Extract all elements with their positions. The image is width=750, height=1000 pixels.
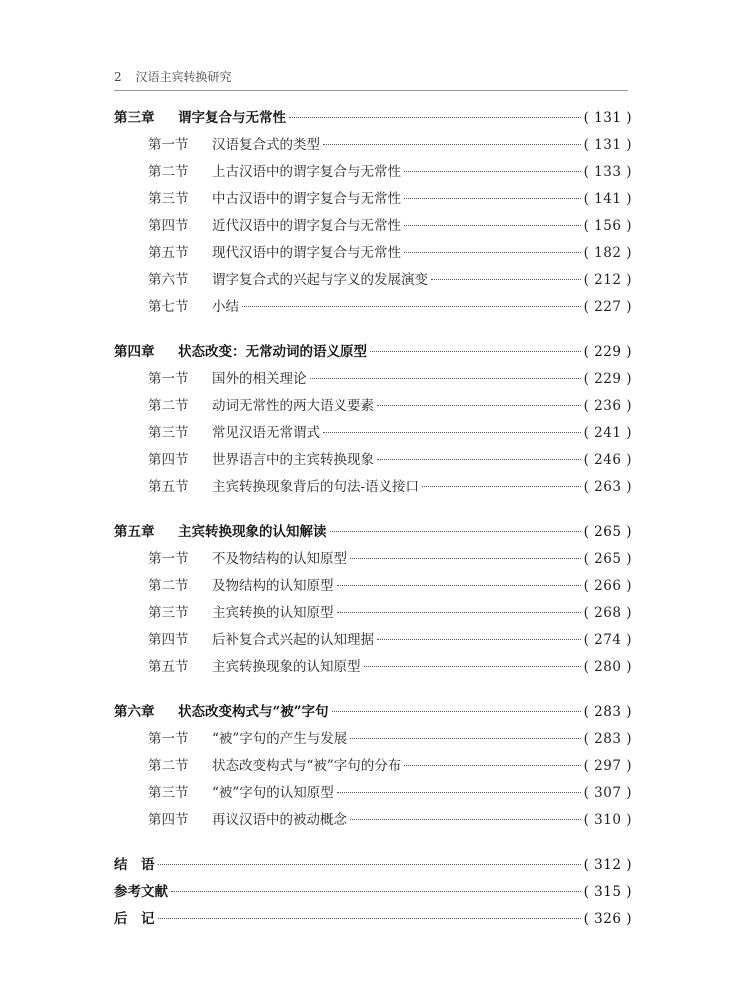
section-page: ( 241 ): [583, 425, 632, 441]
leader-dots: [332, 711, 581, 712]
leader-dots: [377, 405, 581, 406]
chapter-page: ( 131 ): [583, 110, 632, 126]
section-number: 第二节: [148, 578, 189, 594]
leader-dots: [337, 612, 581, 613]
section-page: ( 297 ): [583, 758, 632, 774]
section-number: 第五节: [148, 479, 189, 495]
chapter-page: ( 283 ): [583, 704, 632, 720]
section-title: 及物结构的认知原型: [212, 578, 334, 594]
endmatter-block: [114, 852, 632, 933]
section-title: “被”字句的认知原型: [212, 785, 334, 801]
section-page: ( 227 ): [583, 299, 632, 315]
section-page: ( 212 ): [583, 272, 632, 288]
endmatter-page: ( 315 ): [583, 884, 632, 900]
chapter-block: [114, 339, 632, 501]
chapter-title: 主宾转换现象的认知解读: [178, 524, 327, 540]
section-page: ( 246 ): [583, 452, 632, 468]
endmatter-page: ( 326 ): [583, 911, 632, 927]
section-title: 动词无常性的两大语义要素: [212, 398, 374, 414]
chapter-page: ( 265 ): [583, 524, 632, 540]
section-number: 第五节: [148, 659, 189, 675]
toc-section-row[interactable]: [114, 600, 632, 627]
toc-chapter-row[interactable]: [114, 699, 632, 726]
section-page: ( 229 ): [583, 371, 632, 387]
toc-section-row[interactable]: [114, 213, 632, 240]
section-page: ( 133 ): [583, 164, 632, 180]
running-header: [114, 68, 628, 91]
chapter-block: [114, 519, 632, 681]
toc-section-row[interactable]: [114, 267, 632, 294]
section-title: 再议汉语中的被动概念: [212, 812, 347, 828]
section-title: 世界语言中的主宾转换现象: [212, 452, 374, 468]
leader-dots: [330, 531, 581, 532]
section-page: ( 236 ): [583, 398, 632, 414]
section-number: 第五节: [148, 245, 189, 261]
leader-dots: [377, 459, 581, 460]
leader-dots: [377, 639, 581, 640]
section-title: 近代汉语中的谓字复合与无常性: [212, 218, 401, 234]
leader-dots: [323, 144, 581, 145]
section-title: 谓字复合式的兴起与字义的发展演变: [212, 272, 428, 288]
chapter-number: 第六章: [114, 704, 155, 720]
section-page: ( 310 ): [583, 812, 632, 828]
endmatter-title: 后 记: [114, 911, 155, 927]
toc-chapter-row[interactable]: [114, 519, 632, 546]
section-number: 第七节: [148, 299, 189, 315]
toc-section-row[interactable]: [114, 240, 632, 267]
leader-dots: [431, 279, 581, 280]
leader-dots: [404, 765, 580, 766]
leader-dots: [370, 351, 581, 352]
leader-dots: [364, 666, 581, 667]
toc-endmatter-row[interactable]: [114, 879, 632, 906]
endmatter-title: 参考文献: [114, 884, 168, 900]
leader-dots: [337, 585, 581, 586]
leader-dots: [310, 378, 581, 379]
toc-endmatter-row[interactable]: [114, 852, 632, 879]
endmatter-title: 结 语: [114, 857, 155, 873]
leader-dots: [404, 198, 581, 199]
section-number: 第一节: [148, 551, 189, 567]
toc-endmatter-row[interactable]: [114, 906, 632, 933]
toc-section-row[interactable]: [114, 366, 632, 393]
section-page: ( 274 ): [583, 632, 632, 648]
section-page: ( 141 ): [583, 191, 632, 207]
section-page: ( 283 ): [583, 731, 632, 747]
leader-dots: [158, 918, 581, 919]
toc-chapter-row[interactable]: [114, 105, 632, 132]
leader-dots: [158, 864, 581, 865]
toc-section-row[interactable]: [114, 807, 632, 834]
toc-section-row[interactable]: [114, 726, 632, 753]
section-number: 第二节: [148, 164, 189, 180]
section-title: 国外的相关理论: [212, 371, 307, 387]
toc-section-row[interactable]: [114, 420, 632, 447]
table-of-contents: [114, 105, 632, 951]
header-page-number: 2: [114, 70, 122, 84]
section-title: 现代汉语中的谓字复合与无常性: [212, 245, 401, 261]
section-page: ( 265 ): [583, 551, 632, 567]
section-title: 后补复合式兴起的认知理据: [212, 632, 374, 648]
section-number: 第四节: [148, 812, 189, 828]
chapter-title: 状态改变：无常动词的语义原型: [178, 344, 367, 360]
chapter-number: 第五章: [114, 524, 155, 540]
section-title: 主宾转换现象的认知原型: [212, 659, 361, 675]
section-number: 第四节: [148, 632, 189, 648]
toc-section-row[interactable]: [114, 654, 632, 681]
section-page: ( 266 ): [583, 578, 632, 594]
toc-section-row[interactable]: [114, 447, 632, 474]
section-page: ( 307 ): [583, 785, 632, 801]
section-number: 第二节: [148, 398, 189, 414]
leader-dots: [337, 792, 581, 793]
chapter-block: [114, 699, 632, 834]
leader-dots: [350, 738, 580, 739]
header-book-title: 汉语主宾转换研究: [135, 70, 232, 84]
toc-section-row[interactable]: [114, 393, 632, 420]
section-number: 第三节: [148, 605, 189, 621]
toc-section-row[interactable]: [114, 780, 632, 807]
section-title: 常见汉语无常谓式: [212, 425, 320, 441]
section-number: 第三节: [148, 425, 189, 441]
leader-dots: [422, 486, 581, 487]
section-page: ( 182 ): [583, 245, 632, 261]
toc-section-row[interactable]: [114, 132, 632, 159]
section-title: 主宾转换的认知原型: [212, 605, 334, 621]
section-number: 第二节: [148, 758, 189, 774]
chapter-title: 状态改变构式与“被”字句: [178, 704, 329, 720]
chapter-number: 第四章: [114, 344, 155, 360]
chapter-title: 谓字复合与无常性: [178, 110, 286, 126]
toc-section-row[interactable]: [114, 546, 632, 573]
section-page: ( 263 ): [583, 479, 632, 495]
leader-dots: [323, 432, 581, 433]
toc-section-row[interactable]: [114, 186, 632, 213]
leader-dots: [404, 225, 581, 226]
toc-section-row[interactable]: [114, 294, 632, 321]
leader-dots: [171, 891, 581, 892]
section-number: 第一节: [148, 137, 189, 153]
section-page: ( 156 ): [583, 218, 632, 234]
section-number: 第四节: [148, 218, 189, 234]
section-title: 上古汉语中的谓字复合与无常性: [212, 164, 401, 180]
chapter-number: 第三章: [114, 110, 155, 126]
section-number: 第三节: [148, 785, 189, 801]
leader-dots: [404, 171, 581, 172]
toc-section-row[interactable]: [114, 159, 632, 186]
toc-section-row[interactable]: [114, 753, 632, 780]
section-title: 主宾转换现象背后的句法-语义接口: [212, 479, 420, 495]
endmatter-page: ( 312 ): [583, 857, 632, 873]
section-title: “被”字句的产生与发展: [212, 731, 348, 747]
leader-dots: [350, 558, 581, 559]
toc-section-row[interactable]: [114, 573, 632, 600]
section-title: 中古汉语中的谓字复合与无常性: [212, 191, 401, 207]
section-page: ( 268 ): [583, 605, 632, 621]
chapter-page: ( 229 ): [583, 344, 632, 360]
section-number: 第一节: [148, 371, 189, 387]
section-number: 第一节: [148, 731, 189, 747]
section-page: ( 280 ): [583, 659, 632, 675]
section-number: 第六节: [148, 272, 189, 288]
section-page: ( 131 ): [583, 137, 632, 153]
toc-chapter-row[interactable]: [114, 339, 632, 366]
section-number: 第四节: [148, 452, 189, 468]
leader-dots: [289, 117, 581, 118]
leader-dots: [350, 819, 581, 820]
section-title: 小结: [212, 299, 239, 315]
leader-dots: [404, 252, 581, 253]
section-title: 汉语复合式的类型: [212, 137, 320, 153]
chapter-block: [114, 105, 632, 321]
leader-dots: [242, 306, 581, 307]
toc-section-row[interactable]: [114, 474, 632, 501]
section-title: 不及物结构的认知原型: [212, 551, 347, 567]
section-title: 状态改变构式与“被”字句的分布: [212, 758, 402, 774]
section-number: 第三节: [148, 191, 189, 207]
toc-section-row[interactable]: [114, 627, 632, 654]
